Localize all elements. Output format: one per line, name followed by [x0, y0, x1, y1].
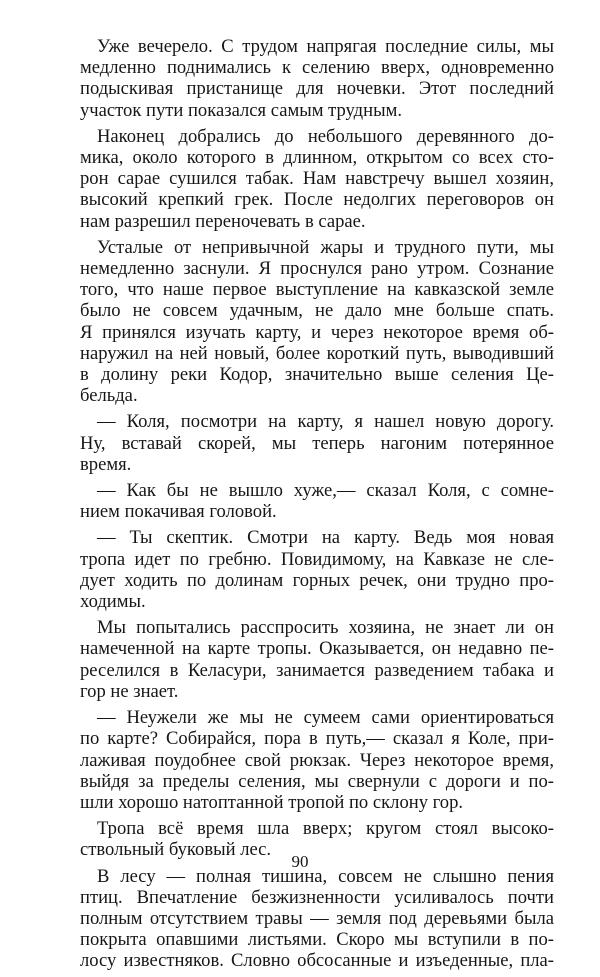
text-line: участок пути показался самым трудным. [80, 99, 402, 121]
text-line: бельда. [80, 385, 138, 407]
text-line: медленно поднимались к селению вверх, одновременно [80, 57, 554, 79]
page-text-body [80, 36, 554, 977]
paragraph [80, 866, 554, 972]
text-line: намеченной на карте тропы. Оказывается, он недавно пе- [80, 638, 554, 660]
text-line: подыскивая пристанище для ночевки. Этот последний [80, 78, 554, 100]
paragraph [80, 237, 554, 407]
text-line: рон сарае сушился табак. Нам навстречу вышел хозяин, [80, 168, 554, 190]
text-line: Уже вечерело. С трудом напрягая последние силы, мы [97, 36, 554, 57]
paragraph [80, 480, 554, 522]
paragraph [80, 707, 554, 813]
text-line: Я принялся изучать карту, и через некоторое время об- [80, 321, 554, 343]
text-line: высокий крепкий грек. После недолгих переговоров он [80, 189, 554, 211]
text-line: — Неужели же мы не сумеем сами ориентироваться [97, 707, 554, 729]
text-line: лосу известняков. Словно обсосанные и изъеденные, пла- [80, 950, 554, 972]
text-line: было не совсем удачным, не дало мне больше спать. [80, 300, 554, 322]
text-line: Тропа всё время шла вверх; кругом стоял высоко- [97, 818, 554, 840]
text-line: — Как бы не вышло хуже,— сказал Коля, с сомне- [97, 480, 554, 502]
text-line: дует ходить по долинам горных речек, они трудно про- [80, 569, 554, 591]
text-line: того, что наше первое выступление на кавказской земле [80, 279, 554, 301]
paragraph [80, 411, 554, 475]
text-line: выйдя за пределы селения, мы свернули с дороги и по- [80, 770, 554, 792]
text-line: Усталые от непривычной жары и трудного пути, мы [97, 236, 554, 258]
text-line: немедленно заснули. Я проснулся рано утром. Сознание [80, 258, 554, 280]
text-line: — Коля, посмотри на карту, я нашел новую дорогу. [97, 411, 554, 433]
text-line: по карте? Собирайся, пора в путь,— сказал я Коле, при- [80, 728, 554, 750]
paragraph [80, 617, 554, 702]
paragraph [80, 126, 554, 232]
text-line: ходимы. [80, 591, 146, 613]
text-line: реселился в Келасури, занимается разведением табака и [80, 659, 554, 681]
paragraph [80, 36, 554, 121]
text-line: ствольный буковый лес. [80, 839, 272, 861]
text-line: Ну, вставай скорей, мы теперь нагоним потерянное [80, 432, 554, 454]
text-line: нам разрешил переночевать в сарае. [80, 210, 366, 232]
page-number: 90 [291, 852, 309, 871]
text-line: мика, около которого в длинном, открытом со всех сто- [80, 147, 554, 169]
text-line: Наконец добрались до небольшого деревянного до- [97, 125, 554, 147]
paragraph [80, 527, 554, 612]
text-line: шли хорошо натоптанной тропой по склону гор. [80, 791, 464, 813]
text-line: гор не знает. [80, 680, 179, 702]
text-line: лаживая поудобнее свой рюкзак. Через некоторое время, [80, 749, 554, 771]
text-line: время. [80, 453, 132, 475]
text-line: полным отсутствием травы — земля под деревьями была [80, 907, 554, 929]
text-line: в долину реки Кодор, значительно выше селения Це- [80, 364, 554, 386]
text-line: тропа идет по гребню. Повидимому, на Кавказе не сле- [80, 548, 554, 570]
text-line: Мы попытались расспросить хозяина, не знает ли он [97, 617, 554, 639]
text-line: наружил на ней новый, более короткий путь, выводивший [80, 342, 554, 364]
text-line: птиц. Впечатление безжизненности усиливалось почти [80, 886, 554, 908]
text-line: В лесу — полная тишина, совсем не слышно пения [97, 865, 554, 887]
text-line: покрыта опавшими листьями. Скоро мы вступили в по- [80, 929, 554, 951]
text-line: — Ты скептик. Смотри на карту. Ведь моя новая [97, 527, 554, 549]
text-line: нием покачивая головой. [80, 501, 277, 523]
